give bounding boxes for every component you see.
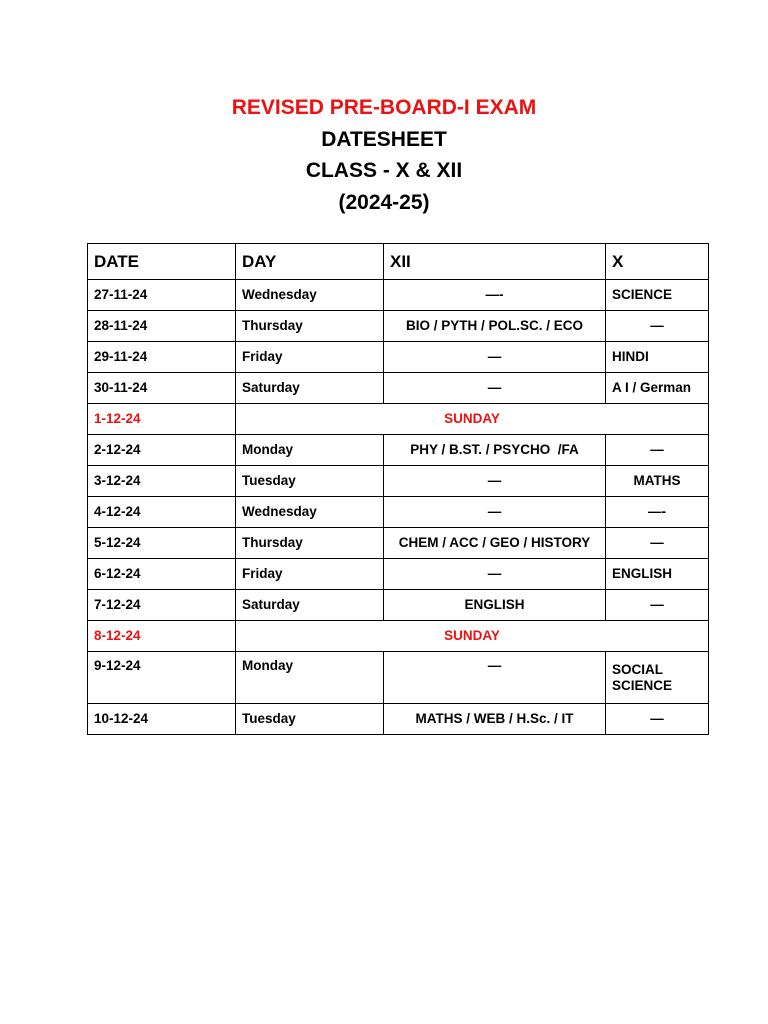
day-cell: Wednesday xyxy=(236,280,384,311)
xii-subject-cell: — xyxy=(384,559,606,590)
x-subject-cell: — xyxy=(606,590,709,621)
table-row xyxy=(88,590,709,621)
table-row xyxy=(88,342,709,373)
xii-subject-cell: — xyxy=(384,373,606,404)
x-subject-cell: ENGLISH xyxy=(606,559,709,590)
table-row xyxy=(88,652,709,704)
xii-subject-cell: CHEM / ACC / GEO / HISTORY xyxy=(384,528,606,559)
xii-subject-cell: — xyxy=(384,652,606,704)
column-header-xii: XII xyxy=(384,244,606,280)
xii-subject-cell: — xyxy=(384,497,606,528)
holiday-label: SUNDAY xyxy=(236,621,709,652)
x-subject-cell: SCIENCE xyxy=(606,280,709,311)
x-subject-cell: A I / German xyxy=(606,373,709,404)
table-row xyxy=(88,559,709,590)
day-cell: Thursday xyxy=(236,528,384,559)
day-cell: Saturday xyxy=(236,590,384,621)
xii-subject-cell: — xyxy=(384,466,606,497)
date-cell: 8-12-24 xyxy=(88,621,236,652)
day-cell: Monday xyxy=(236,435,384,466)
day-cell: Tuesday xyxy=(236,704,384,735)
x-subject-cell: SOCIAL SCIENCE xyxy=(606,652,709,704)
exam-title: REVISED PRE-BOARD-I EXAM xyxy=(231,96,537,119)
holiday-label: SUNDAY xyxy=(236,404,709,435)
session-title: (2024-25) xyxy=(338,190,430,214)
day-cell: Friday xyxy=(236,559,384,590)
table-row xyxy=(88,528,709,559)
date-cell: 29-11-24 xyxy=(88,342,236,373)
day-cell: Saturday xyxy=(236,373,384,404)
day-cell: Monday xyxy=(236,652,384,704)
date-cell: 10-12-24 xyxy=(88,704,236,735)
date-cell: 27-11-24 xyxy=(88,280,236,311)
date-cell: 4-12-24 xyxy=(88,497,236,528)
column-header-day: DAY xyxy=(236,244,384,280)
column-header-x: X xyxy=(606,244,709,280)
table-row xyxy=(88,280,709,311)
date-cell: 2-12-24 xyxy=(88,435,236,466)
xii-subject-cell: ENGLISH xyxy=(384,590,606,621)
day-cell: Thursday xyxy=(236,311,384,342)
datesheet-title: DATESHEET xyxy=(321,127,447,151)
x-subject-cell: HINDI xyxy=(606,342,709,373)
x-subject-cell: MATHS xyxy=(606,466,709,497)
date-cell: 28-11-24 xyxy=(88,311,236,342)
table-row xyxy=(88,435,709,466)
table-row xyxy=(88,704,709,735)
date-cell: 6-12-24 xyxy=(88,559,236,590)
date-cell: 1-12-24 xyxy=(88,404,236,435)
date-cell: 30-11-24 xyxy=(88,373,236,404)
x-subject-cell: —- xyxy=(606,497,709,528)
xii-subject-cell: MATHS / WEB / H.Sc. / IT xyxy=(384,704,606,735)
table-row xyxy=(88,466,709,497)
holiday-row xyxy=(88,621,709,652)
x-subject-cell: — xyxy=(606,311,709,342)
xii-subject-cell: BIO / PYTH / POL.SC. / ECO xyxy=(384,311,606,342)
date-cell: 3-12-24 xyxy=(88,466,236,497)
xii-subject-cell: — xyxy=(384,342,606,373)
day-cell: Friday xyxy=(236,342,384,373)
table-row xyxy=(88,497,709,528)
xii-subject-cell: —- xyxy=(384,280,606,311)
date-cell: 5-12-24 xyxy=(88,528,236,559)
column-header-date: DATE xyxy=(88,244,236,280)
day-cell: Tuesday xyxy=(236,466,384,497)
x-subject-cell: — xyxy=(606,528,709,559)
day-cell: Wednesday xyxy=(236,497,384,528)
class-title: CLASS - X & XII xyxy=(305,159,463,182)
xii-subject-cell: PHY / B.ST. / PSYCHO /FA xyxy=(384,435,606,466)
datesheet-table xyxy=(87,243,709,735)
table-header-row xyxy=(88,244,709,280)
holiday-row xyxy=(88,404,709,435)
title-block xyxy=(0,92,768,218)
x-subject-cell: — xyxy=(606,435,709,466)
date-cell: 7-12-24 xyxy=(88,590,236,621)
table-row xyxy=(88,373,709,404)
date-cell: 9-12-24 xyxy=(88,652,236,704)
x-subject-cell: — xyxy=(606,704,709,735)
table-row xyxy=(88,311,709,342)
